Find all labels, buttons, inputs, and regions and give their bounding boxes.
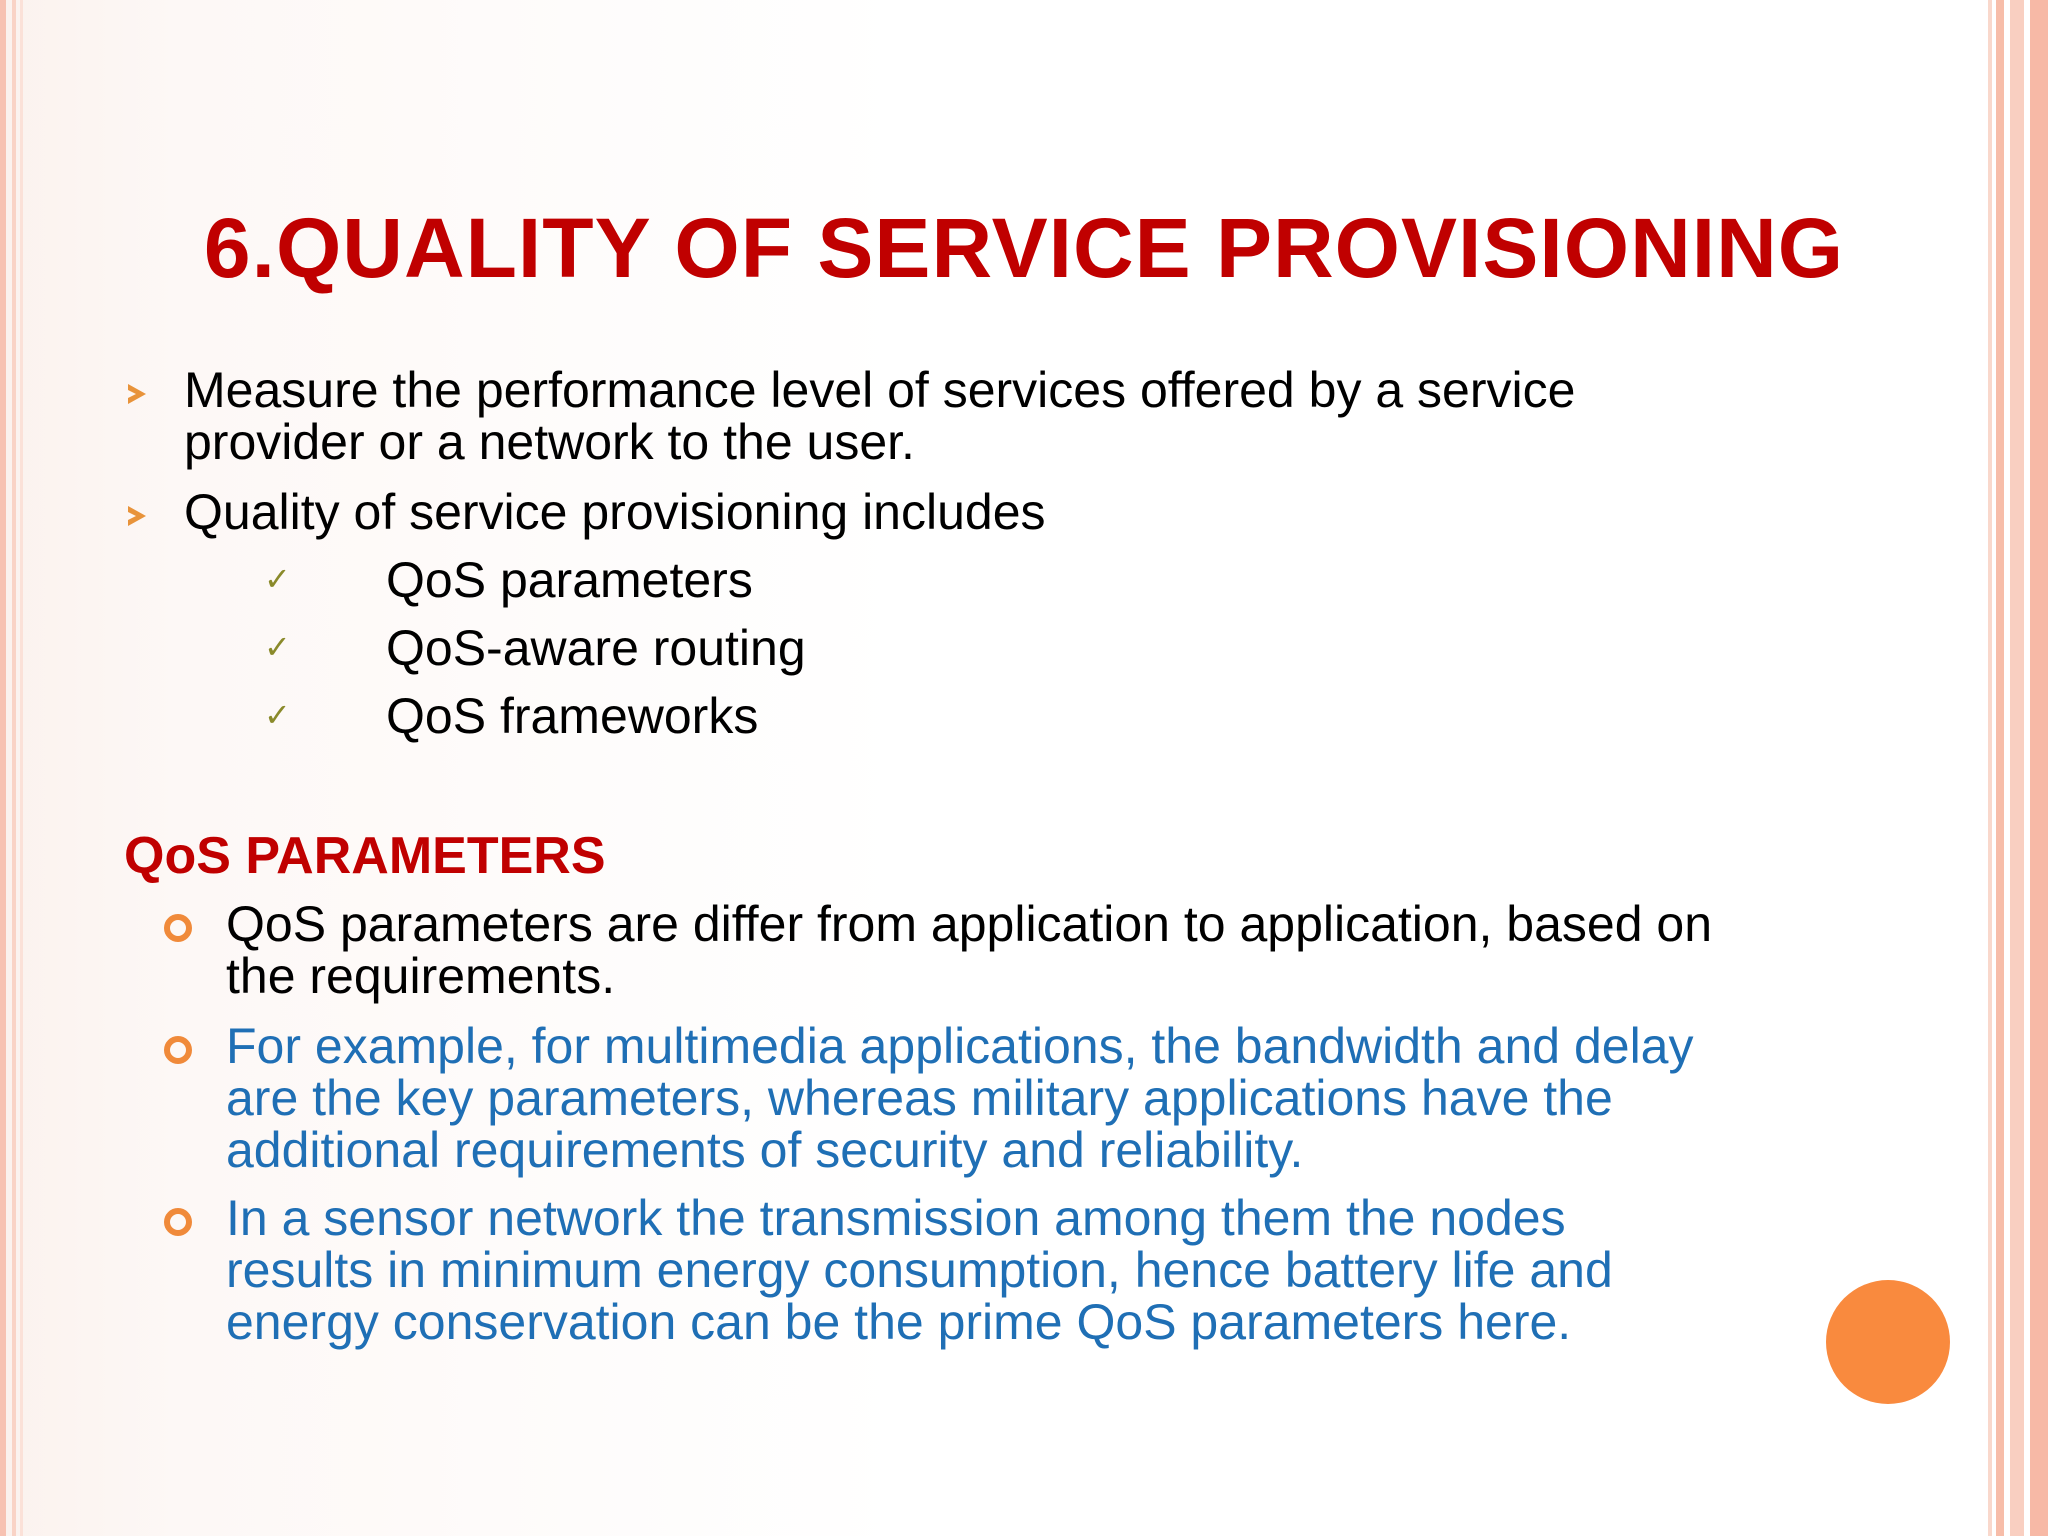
section-heading: QoS PARAMETERS [124, 827, 606, 885]
section-bullet-line: additional requirements of security and reliability. [226, 1122, 1304, 1178]
checkmark-icon: ✓ [264, 697, 291, 733]
section-bullet-line: are the key parameters, whereas military applications have the [226, 1070, 1613, 1126]
section-bullet-line: energy conservation can be the prime QoS parameters here. [226, 1294, 1572, 1350]
sub-item: QoS-aware routing [386, 620, 806, 676]
ring-bullet-icon [164, 1036, 192, 1064]
section-bullet-line: QoS parameters are differ from application to application, based on [226, 896, 1713, 952]
checkmark-icon: ✓ [264, 629, 291, 665]
ring-bullet-icon [164, 1208, 192, 1236]
ring-bullet-icon [164, 914, 192, 942]
section-bullet-line: the requirements. [226, 948, 616, 1004]
arrow-bullet-icon [128, 384, 146, 404]
arrow-bullet-icon [128, 506, 146, 526]
slide-title: 6.QUALITY OF SERVICE PROVISIONING [203, 201, 1845, 295]
section-bullet-line: In a sensor network the transmission among them the nodes [226, 1190, 1566, 1246]
bullet-line: Quality of service provisioning includes [184, 484, 1046, 540]
section-bullet-line: For example, for multimedia applications, the bandwidth and delay [226, 1018, 1694, 1074]
sub-item: QoS parameters [386, 552, 753, 608]
bullet-line: Measure the performance level of services offered by a service [184, 362, 1576, 418]
section-bullet-line: results in minimum energy consumption, hence battery life and [226, 1242, 1613, 1298]
decorative-orange-circle [1826, 1280, 1950, 1404]
sub-item: QoS frameworks [386, 688, 759, 744]
bullet-line: provider or a network to the user. [184, 414, 915, 470]
checkmark-icon: ✓ [264, 561, 291, 597]
